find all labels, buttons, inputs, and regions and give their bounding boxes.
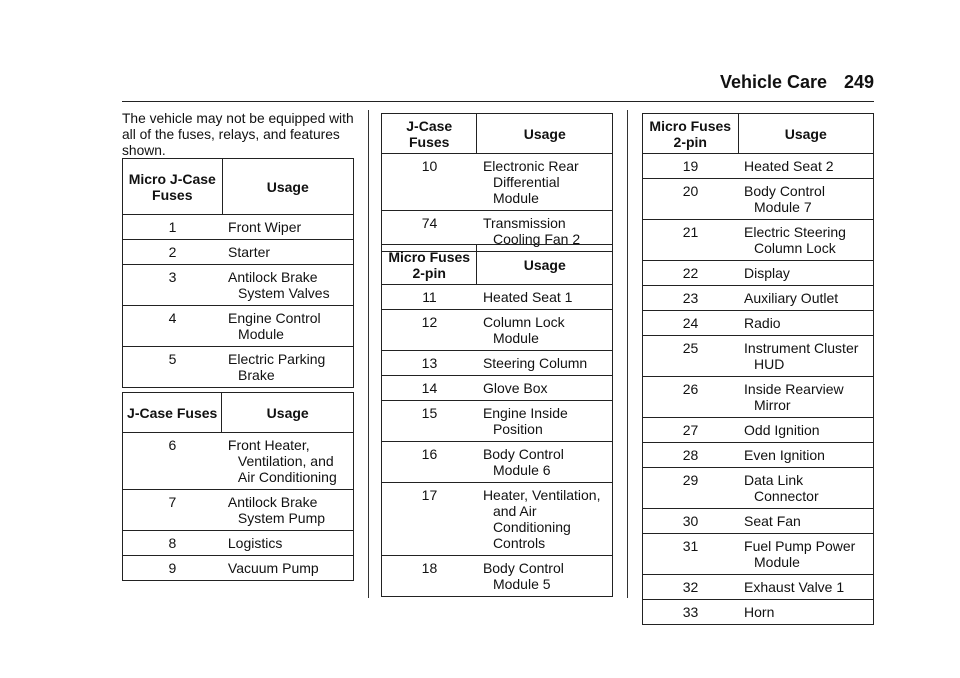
table-row — [123, 433, 354, 490]
fuse-usage: Radio — [744, 315, 781, 331]
column-header-fuses: Micro Fuses 2-pin — [643, 114, 739, 154]
table-row — [123, 556, 354, 581]
fuse-number: 4 — [123, 306, 223, 347]
table-row — [643, 220, 874, 261]
column-header-usage: Usage — [222, 159, 353, 215]
table-row — [382, 483, 613, 556]
column-header-usage: Usage — [477, 114, 613, 154]
fuse-number: 24 — [643, 311, 739, 336]
table-row — [643, 534, 874, 575]
fuse-usage: Exhaust Valve 1 — [744, 579, 845, 595]
table-row — [643, 418, 874, 443]
column-header-usage: Usage — [222, 393, 354, 433]
table-row — [643, 468, 874, 509]
fuse-number: 14 — [382, 376, 477, 401]
fuse-number: 18 — [382, 556, 477, 597]
column-header-usage: Usage — [477, 245, 613, 285]
fuse-number: 16 — [382, 442, 477, 483]
fuse-number: 26 — [643, 377, 739, 418]
fuse-number: 12 — [382, 310, 477, 351]
fuse-usage: Heated Seat 1 — [482, 289, 573, 305]
table-row — [123, 215, 354, 240]
fuse-number: 32 — [643, 575, 739, 600]
table-row — [643, 286, 874, 311]
fuse-number: 5 — [123, 347, 223, 388]
fuse-number: 23 — [643, 286, 739, 311]
table-row — [643, 443, 874, 468]
header-rule — [122, 101, 874, 102]
fuse-number: 11 — [382, 285, 477, 310]
table-row — [643, 261, 874, 286]
fuse-table-jcase-2 — [381, 113, 613, 252]
fuse-usage: Body Control Module 6 — [482, 446, 564, 478]
fuse-usage: Body Control Module 5 — [482, 560, 564, 592]
fuse-usage: Auxiliary Outlet — [744, 290, 839, 306]
fuse-number: 6 — [123, 433, 222, 490]
column-header-fuses: J-Case Fuses — [123, 393, 222, 433]
column-header-fuses: Micro J-Case Fuses — [123, 159, 223, 215]
table-row — [643, 154, 874, 179]
fuse-number: 17 — [382, 483, 477, 556]
fuse-usage: Instrument Cluster HUD — [744, 340, 859, 372]
fuse-usage: Logistics — [227, 535, 283, 551]
column-header-usage: Usage — [738, 114, 873, 154]
fuse-usage: Front Wiper — [228, 219, 302, 235]
table-row — [643, 600, 874, 625]
fuse-usage: Heated Seat 2 — [744, 158, 834, 174]
page-number: 249 — [843, 72, 874, 92]
fuse-usage: Odd Ignition — [744, 422, 820, 438]
table-row — [123, 347, 354, 388]
table-row — [643, 311, 874, 336]
fuse-number: 27 — [643, 418, 739, 443]
fuse-number: 13 — [382, 351, 477, 376]
fuse-number: 28 — [643, 443, 739, 468]
fuse-usage: Antilock Brake System Pump — [227, 494, 326, 526]
fuse-number: 10 — [382, 154, 477, 211]
table-row — [382, 401, 613, 442]
fuse-number: 19 — [643, 154, 739, 179]
fuse-number: 31 — [643, 534, 739, 575]
fuse-usage: Vacuum Pump — [227, 560, 319, 576]
table-row — [382, 154, 613, 211]
fuse-usage: Electronic Rear Differential Module — [482, 158, 579, 206]
table-row — [643, 377, 874, 418]
fuse-number: 29 — [643, 468, 739, 509]
fuse-usage: Electric Parking Brake — [228, 351, 326, 383]
fuse-table-micro-2pin-2 — [642, 113, 874, 625]
fuse-usage: Display — [744, 265, 790, 281]
fuse-usage: Front Heater, Ventilation, and Air Conditioning — [227, 437, 337, 485]
fuse-number: 22 — [643, 261, 739, 286]
table-row — [643, 179, 874, 220]
fuse-usage: Seat Fan — [744, 513, 801, 529]
fuse-table-jcase — [122, 392, 354, 581]
table-row — [382, 285, 613, 310]
intro-note: The vehicle may not be equipped with all of the fuses, relays, and features shown. — [122, 111, 354, 158]
fuse-number: 8 — [123, 531, 222, 556]
fuse-usage: Even Ignition — [744, 447, 825, 463]
fuse-usage: Transmission Cooling Fan 2 — [482, 215, 581, 247]
fuse-number: 1 — [123, 215, 223, 240]
fuse-number: 33 — [643, 600, 739, 625]
table-row — [382, 376, 613, 401]
fuse-number: 20 — [643, 179, 739, 220]
fuse-number: 7 — [123, 490, 222, 531]
table-row — [123, 265, 354, 306]
table-row — [643, 336, 874, 377]
fuse-usage: Antilock Brake System Valves — [228, 269, 330, 301]
table-row — [382, 351, 613, 376]
fuse-table-micro-2pin — [381, 244, 613, 597]
fuse-usage: Glove Box — [482, 380, 548, 396]
table-row — [643, 509, 874, 534]
column-header-fuses: Micro Fuses 2-pin — [382, 245, 477, 285]
table-row — [382, 556, 613, 597]
fuse-number: 25 — [643, 336, 739, 377]
fuse-number: 74 — [382, 211, 477, 252]
fuse-usage: Heater, Ventilation, and Air Conditioning Controls — [482, 487, 601, 551]
table-row — [123, 240, 354, 265]
fuse-usage: Engine Inside Position — [482, 405, 568, 437]
column-divider — [627, 110, 628, 598]
fuse-number: 3 — [123, 265, 223, 306]
column-header-fuses: J-Case Fuses — [382, 114, 477, 154]
fuse-number: 2 — [123, 240, 223, 265]
fuse-usage: Data Link Connector — [744, 472, 819, 504]
fuse-number: 21 — [643, 220, 739, 261]
section-title: Vehicle Care — [720, 72, 828, 92]
table-row — [643, 575, 874, 600]
table-row — [382, 310, 613, 351]
fuse-table-micro-jcase — [122, 158, 354, 388]
fuse-usage: Column Lock Module — [482, 314, 565, 346]
fuse-usage: Steering Column — [482, 355, 588, 371]
table-row — [123, 306, 354, 347]
fuse-usage: Electric Steering Column Lock — [744, 224, 846, 256]
fuse-number: 30 — [643, 509, 739, 534]
fuse-number: 15 — [382, 401, 477, 442]
table-row — [123, 531, 354, 556]
fuse-usage: Inside Rearview Mirror — [744, 381, 844, 413]
fuse-usage: Horn — [744, 604, 775, 620]
fuse-usage: Fuel Pump Power Module — [744, 538, 856, 570]
fuse-number: 9 — [123, 556, 222, 581]
table-row — [123, 490, 354, 531]
fuse-usage: Engine Control Module — [228, 310, 321, 342]
fuse-usage: Starter — [228, 244, 271, 260]
page-header — [720, 72, 880, 98]
table-row — [382, 442, 613, 483]
column-divider — [368, 110, 369, 598]
fuse-usage: Body Control Module 7 — [744, 183, 825, 215]
